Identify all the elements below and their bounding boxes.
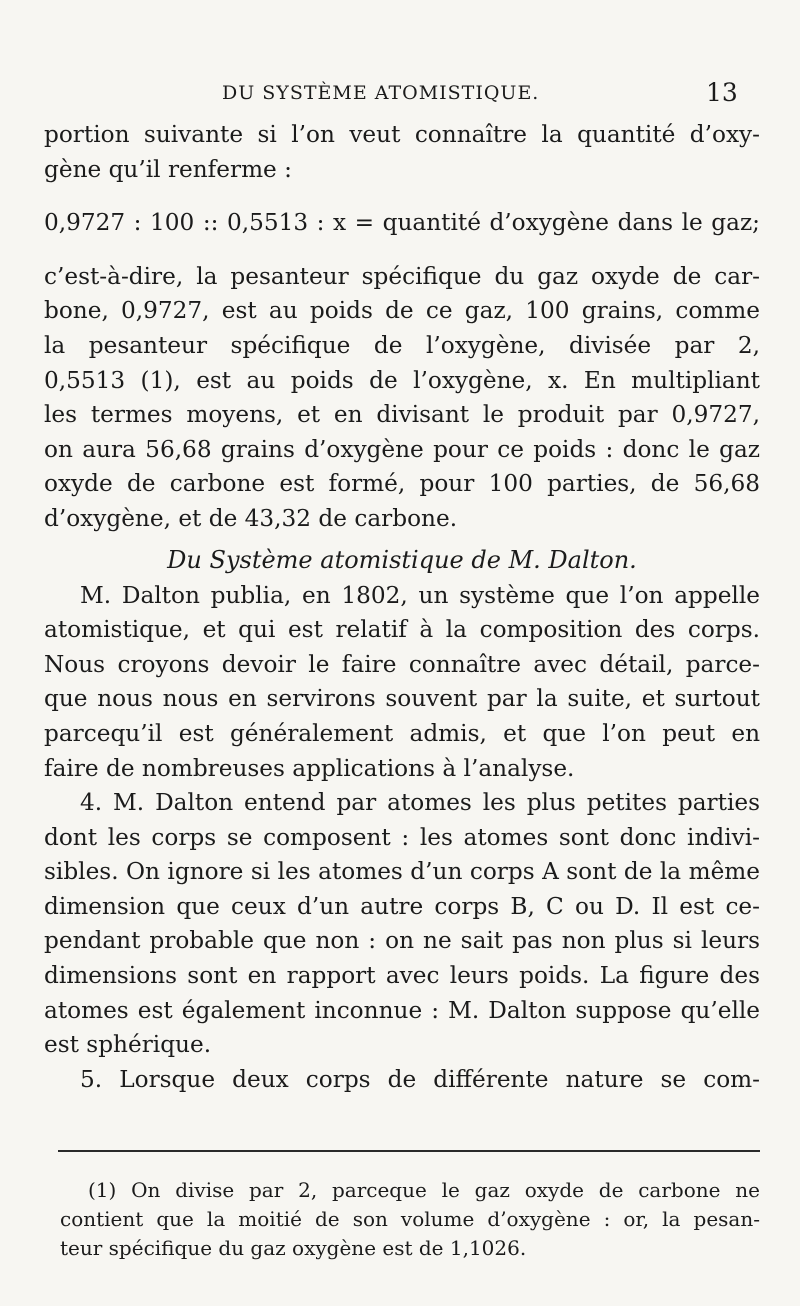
body-text	[44, 118, 760, 1097]
text-line: dimensions sont en rapport avec leurs poids. La figure des	[44, 962, 760, 990]
text-line: atomistique, et qui est relatif à la composition des corps.	[44, 616, 760, 644]
text-line: faire de nombreuses applications à l’analyse.	[44, 754, 575, 782]
text-line: d’oxygène, et de 43,32 de carbone.	[44, 504, 458, 532]
text-line: 5. Lorsque deux corps de différente nature se com-	[80, 1065, 760, 1093]
footnote-rule	[58, 1150, 760, 1152]
text-line: on aura 56,68 grains d’oxygène pour ce poids : donc le gaz	[44, 435, 760, 463]
text-line: Nous croyons devoir le faire connaître avec détail, parce-	[44, 650, 760, 678]
footnote-line: teur spécifique du gaz oxygène est de 1,1026.	[60, 1236, 527, 1260]
paragraph-5	[44, 1063, 760, 1098]
text-line: portion suivante si l’on veut connaître la quantité d’oxy-	[44, 121, 760, 148]
text-line: gène qu’il renferme :	[44, 155, 292, 183]
page-number: 13	[706, 78, 738, 107]
text-line: c’est-à-dire, la pesanteur spécifique du gaz oxyde de car-	[44, 262, 760, 290]
paragraph-4	[44, 786, 760, 1063]
page-header	[0, 78, 800, 108]
paragraph-3	[44, 579, 760, 787]
text-line: pendant probable que non : on ne sait pas non plus si leurs	[44, 927, 760, 955]
text-line: atomes est également inconnue : M. Dalton suppose qu’elle	[44, 996, 760, 1024]
text-line: 4. M. Dalton entend par atomes les plus petites parties	[80, 789, 760, 817]
paragraph-2	[44, 260, 760, 537]
text-line: 0,5513 (1), est au poids de l’oxygène, x. En multipliant	[44, 366, 760, 394]
footnote-line: (1) On divise par 2, parceque le gaz oxyde de carbone ne	[88, 1178, 760, 1202]
text-line: dimension que ceux d’un autre corps B, C ou D. Il est ce-	[44, 892, 760, 920]
footnote-line: contient que la moitié de son volume d’oxygène : or, la pesan-	[60, 1207, 760, 1231]
paragraph-1	[44, 118, 760, 187]
text-line: dont les corps se composent : les atomes sont donc indivi-	[44, 823, 760, 851]
text-line: parcequ’il est généralement admis, et que l’on peut en	[44, 719, 760, 747]
text-line: est sphérique.	[44, 1031, 212, 1059]
section-heading: Du Système atomistique de M. Dalton.	[167, 545, 637, 574]
text-line: les termes moyens, et en divisant le produit par 0,9727,	[44, 401, 760, 429]
text-line: oxyde de carbone est formé, pour 100 parties, de 56,68	[44, 470, 760, 498]
text-line: sibles. On ignore si les atomes d’un corps A sont de la même	[44, 858, 760, 886]
text-line: la pesanteur spécifique de l’oxygène, divisée par 2,	[44, 331, 760, 359]
text-line: bone, 0,9727, est au poids de ce gaz, 100 grains, comme	[44, 297, 760, 325]
proportion-equation: 0,9727 : 100 :: 0,5513 : x = quantité d’oxygène dans le gaz;	[44, 209, 760, 237]
running-title: DU SYSTÈME ATOMISTIQUE.	[222, 82, 540, 104]
text-line: que nous nous en servirons souvent par la suite, et surtout	[44, 685, 760, 713]
footnote	[60, 1176, 760, 1263]
text-line: M. Dalton publia, en 1802, un système que l’on appelle	[80, 581, 760, 609]
